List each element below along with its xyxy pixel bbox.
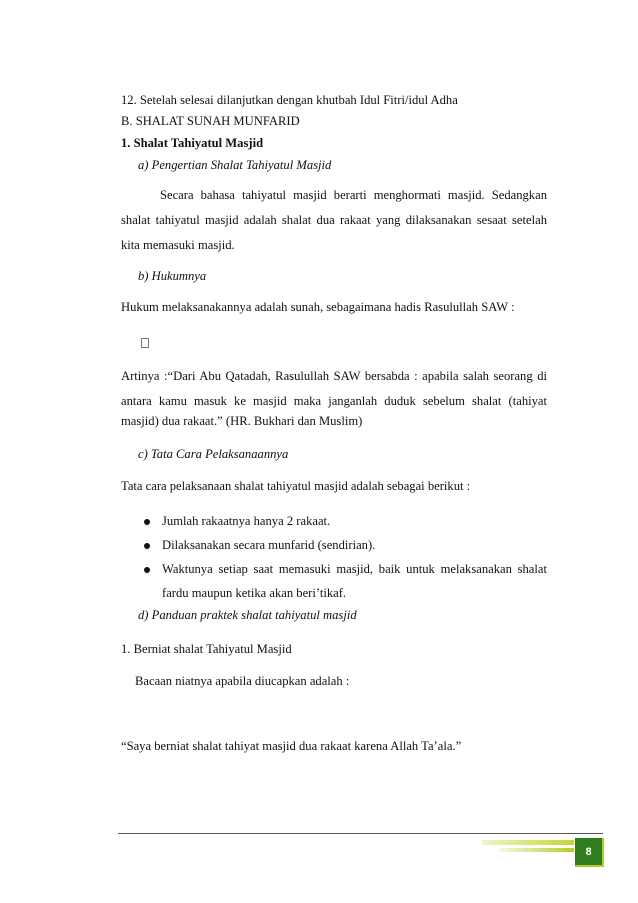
translation-line3: masjid) dua rakaat.” (HR. Bukhari dan Muslim) [121, 414, 363, 428]
translation-line1: Artinya :“Dari Abu Qatadah, Rasulullah SAW bersabda : apabila salah seorang di [121, 369, 547, 383]
list-item-continuation: fardu maupun ketika akan beri’tikaf. [162, 586, 347, 600]
niat-translation-quote: “Saya berniat shalat tahiyat masjid dua rakaat karena Allah Ta’ala.” [121, 739, 462, 753]
footer-accent-band [482, 840, 574, 845]
heading-tahiyatul-masjid: 1. Shalat Tahiyatul Masjid [121, 136, 264, 150]
footer-rule [118, 833, 603, 834]
subheading-pengertian: a) Pengertian Shalat Tahiyatul Masjid [138, 158, 332, 172]
step-12-text: 12. Setelah selesai dilanjutkan dengan khutbah Idul Fitri/idul Adha [121, 93, 458, 107]
list-item: Dilaksanakan secara munfarid (sendirian). [162, 538, 376, 552]
paragraph-definition-line2: shalat tahiyatul masjid adalah shalat dua rakaat yang dilaksanakan sesaat setelah [121, 213, 547, 227]
footer-accent-band-secondary [500, 848, 574, 852]
subheading-tata-cara: c) Tata Cara Pelaksanaannya [138, 447, 289, 461]
list-item: Jumlah rakaatnya hanya 2 rakaat. [162, 514, 331, 528]
page-number-badge: 8 [575, 838, 604, 867]
subheading-panduan: d) Panduan praktek shalat tahiyatul masjid [138, 608, 357, 622]
bullet-icon [144, 543, 150, 549]
section-b-heading: B. SHALAT SUNAH MUNFARID [121, 114, 300, 128]
list-item: Waktunya setiap saat memasuki masjid, baik untuk melaksanakan shalat [162, 562, 547, 576]
bullet-icon [144, 519, 150, 525]
paragraph-definition-line1: Secara bahasa tahiyatul masjid berarti menghormati masjid. Sedangkan [160, 188, 547, 202]
bullet-icon [144, 567, 150, 573]
paragraph-hukum: Hukum melaksanakannya adalah sunah, sebagaimana hadis Rasulullah SAW : [121, 300, 515, 314]
step-niat: 1. Berniat shalat Tahiyatul Masjid [121, 642, 292, 656]
paragraph-definition-line3: kita memasuki masjid. [121, 238, 235, 252]
translation-line2: antara kamu masuk ke masjid maka janganlah duduk sebelum shalat (tahiyat [121, 394, 547, 408]
subheading-hukumnya: b) Hukumnya [138, 269, 207, 283]
missing-glyph-box [141, 338, 149, 348]
paragraph-bacaan: Bacaan niatnya apabila diucapkan adalah : [135, 674, 350, 688]
paragraph-tata-cara: Tata cara pelaksanaan shalat tahiyatul masjid adalah sebagai berikut : [121, 479, 471, 493]
